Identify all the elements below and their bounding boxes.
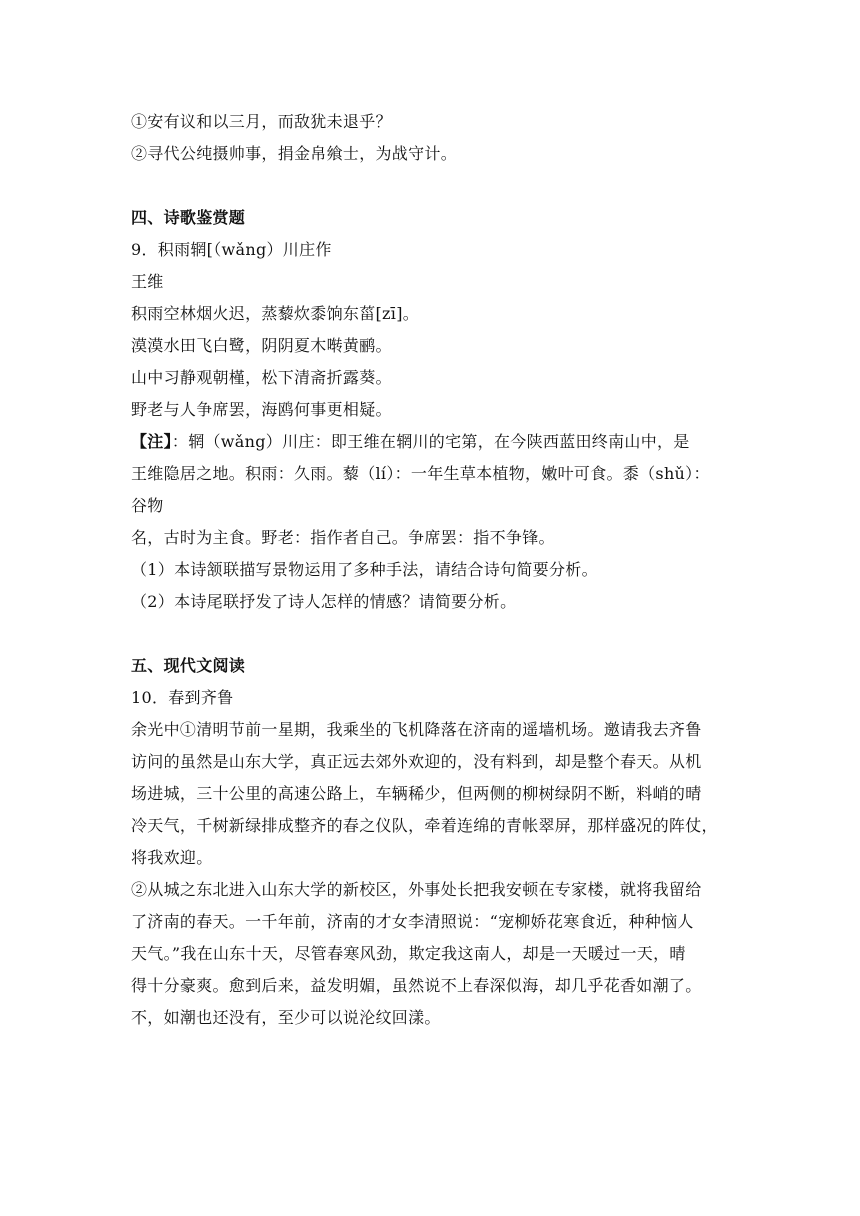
paragraph-line: 余光中①清明节前一星期，我乘坐的飞机降落在济南的遥墙机场。邀请我去齐鲁	[131, 720, 702, 739]
paragraph-line: 访问的虽然是山东大学，真正远去郊外欢迎的，没有料到，却是整个春天。从机	[131, 752, 702, 771]
document-content	[131, 106, 743, 1034]
list-item: ②寻代公纯摄帅事，捐金帛飨士，为战守计。	[131, 144, 458, 163]
section-heading-poetry: 四、诗歌鉴赏题	[131, 208, 246, 227]
paragraph-line: 冷天气，千树新绿排成整齐的春之仪队，牵着连绵的青帐翠屏，那样盛况的阵仗，	[131, 816, 718, 835]
paragraph-line: 场进城，三十公里的高速公路上，车辆稀少，但两侧的柳树绿阴不断，料峭的晴	[131, 784, 702, 803]
paragraph-line: 将我欢迎。	[131, 848, 213, 867]
paragraph-line: 不，如潮也还没有，至少可以说沦纹回漾。	[131, 1008, 441, 1027]
paragraph-line: 天气。”我在山东十天，尽管春寒风劲，欺定我这南人，却是一天暖过一天，晴	[131, 944, 686, 963]
poem-line: 山中习静观朝槿，松下清斋折露葵。	[131, 368, 392, 387]
list-item: ①安有议和以三月，而敌犹未退乎？	[131, 112, 392, 131]
question-title: 9．积雨辋[（wǎng）川庄作	[131, 240, 332, 259]
note-line: 名，古时为主食。野老：指作者自己。争席罢：指不争锋。	[131, 528, 555, 547]
note-text: ：辋（wǎng）川庄：即王维在辋川的宅第，在今陕西蓝田终南山中，是	[171, 432, 690, 451]
note-line: 谷物	[131, 496, 164, 515]
section-heading-modern-reading: 五、现代文阅读	[131, 656, 246, 675]
paragraph-line: ②从城之东北进入山东大学的新校区，外事处长把我安顿在专家楼，就将我留给	[131, 880, 702, 899]
sub-question: （2）本诗尾联抒发了诗人怎样的情感？请简要分析。	[131, 592, 517, 611]
poem-line: 野老与人争席罢，海鸥何事更相疑。	[131, 400, 392, 419]
poem-line: 漠漠水田飞白鹭，阴阴夏木啭黄鹂。	[131, 336, 392, 355]
paragraph-line: 得十分豪爽。愈到后来，益发明媚，虽然说不上春深似海，却几乎花香如潮了。	[131, 976, 702, 995]
paragraph-line: 了济南的春天。一千年前，济南的才女李清照说：“宠柳娇花寒食近，种种恼人	[131, 912, 694, 931]
poem-author: 王维	[131, 272, 164, 291]
note-line: 王维隐居之地。积雨：久雨。藜（lí）：一年生草本植物，嫩叶可食。黍（shǔ）：	[131, 464, 710, 483]
question-title: 10．春到齐鲁	[131, 688, 234, 707]
note-line	[131, 426, 743, 458]
note-label: 【注】	[131, 432, 172, 451]
sub-question: （1）本诗颔联描写景物运用了多种手法，请结合诗句简要分析。	[131, 560, 598, 579]
poem-line: 积雨空林烟火迟，蒸藜炊黍饷东菑[zī]。	[131, 304, 420, 323]
